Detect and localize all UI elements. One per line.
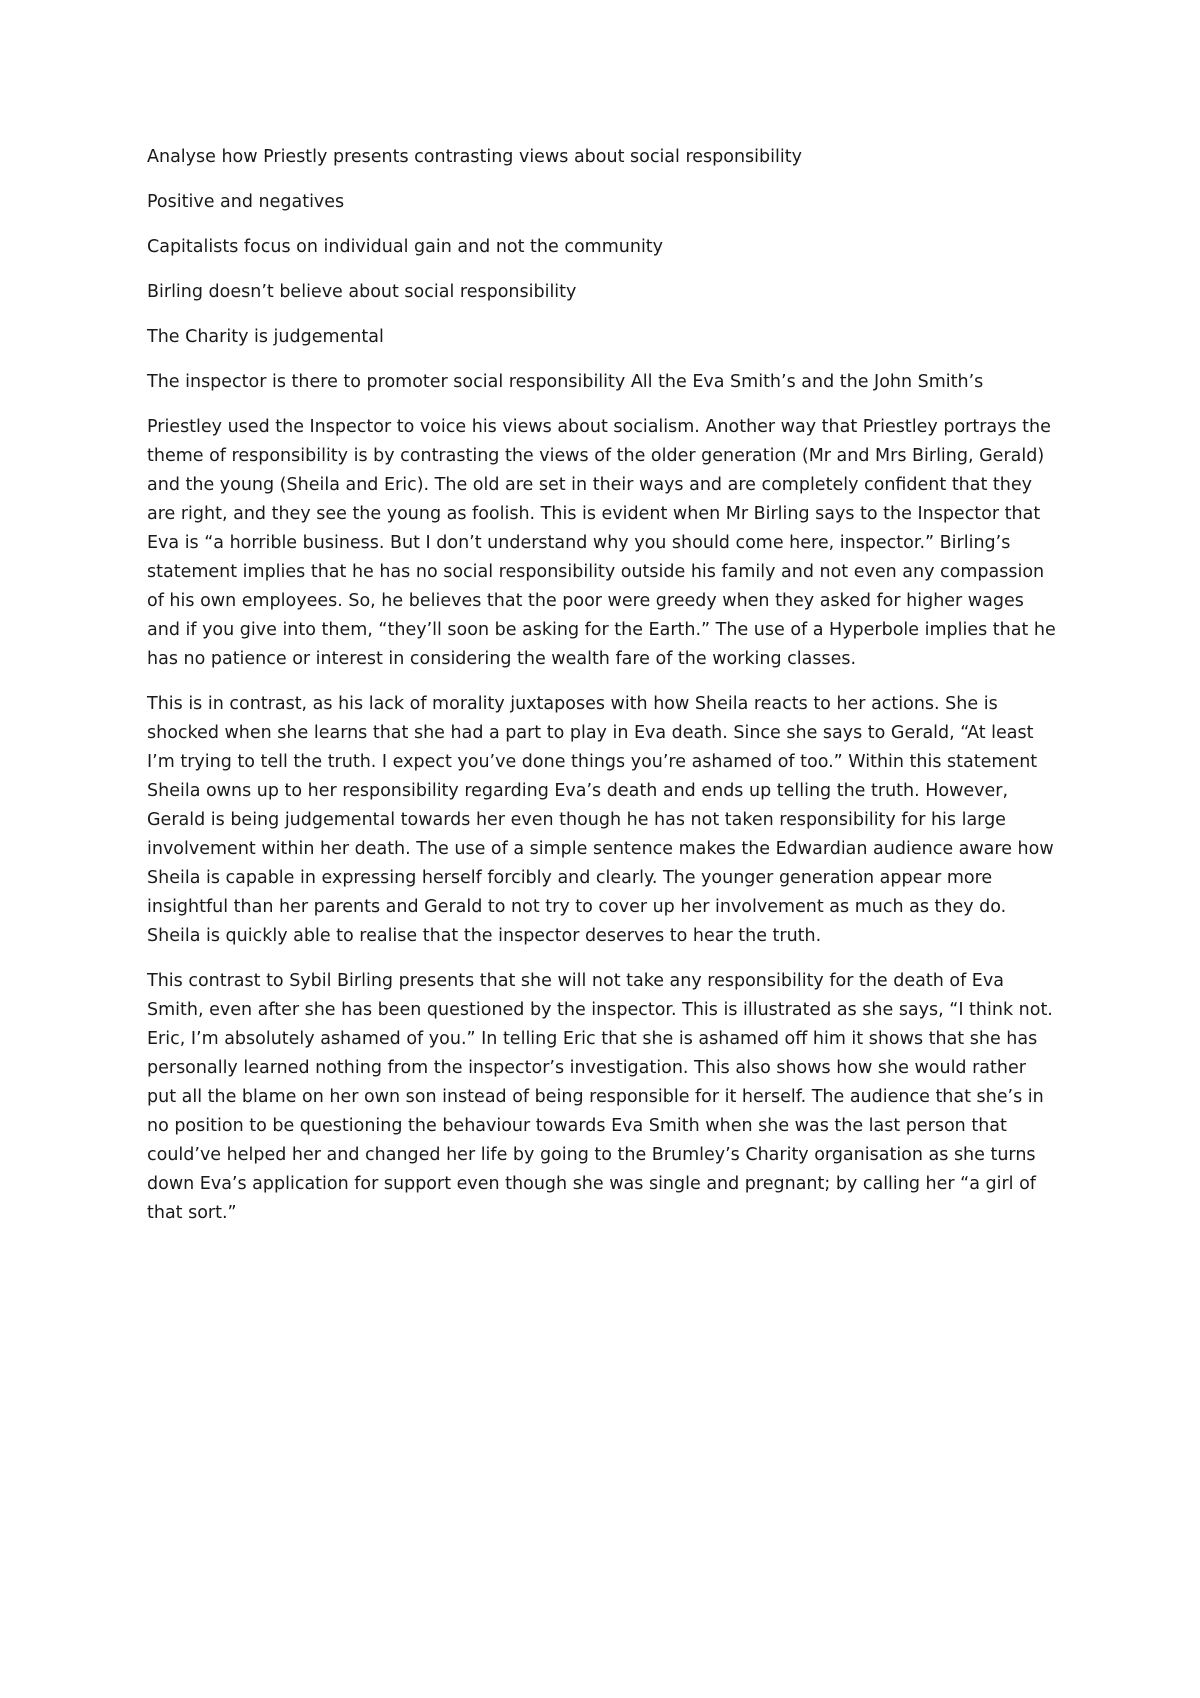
document-body — [147, 143, 1059, 1244]
note-capitalists: Capitalists focus on individual gain and not the community — [147, 237, 664, 257]
note-inspector: The inspector is there to promoter social responsibility All the Eva Smith’s and the John Smith’s — [147, 372, 984, 392]
body-paragraph-2: This is in contrast, as his lack of morality juxtaposes with how Sheila reacts to her actions. She is shocked when she learns that she had a part to play in Eva death. Since she says to Gerald, “At least I’m trying to tell the truth. I expect you’ve done things you’re ashamed of too.” Within this statement Sheila owns up to her responsibility regarding Eva’s death and ends up telling the truth. However, Gerald is being judgemental towards her even though he has not taken responsibility for his large involvement within her death. The use of a simple sentence makes the Edwardian audience aware how Sheila is capable in expressing herself forcibly and clearly. The younger generation appear more insightful than her parents and Gerald to not try to cover up her involvement as much as they do. Sheila is quickly able to realise that the inspector deserves to hear the truth. — [147, 694, 1054, 946]
note-positives-negatives: Positive and negatives — [147, 192, 345, 212]
body-paragraph-3: This contrast to Sybil Birling presents that she will not take any responsibility for the death of Eva Smith, even after she has been questioned by the inspector. This is illustrated as she says, “I think not. Eric, I’m absolutely ashamed of you.” In telling Eric that she is ashamed off him it shows that she has personally learned nothing from the inspector’s investigation. This also shows how she would rather put all the blame on her own son instead of being responsible for it herself. The audience that she’s in no position to be questioning the behaviour towards Eva Smith when she was the last person that could’ve helped her and changed her life by going to the Brumley’s Charity organisation as she turns down Eva’s application for support even though she was single and pregnant; by calling her “a girl of that sort.” — [147, 971, 1053, 1223]
note-birling: Birling doesn’t believe about social responsibility — [147, 282, 577, 302]
essay-title: Analyse how Priestly presents contrasting views about social responsibility — [147, 147, 802, 167]
note-charity: The Charity is judgemental — [147, 327, 384, 347]
body-paragraph-1: Priestley used the Inspector to voice his views about socialism. Another way that Priestley portrays the theme of responsibility is by contrasting the views of the older generation (Mr and Mrs Birling, Gerald) and the young (Sheila and Eric). The old are set in their ways and are completely confident that they are right, and they see the young as foolish. This is evident when Mr Birling says to the Inspector that Eva is “a horrible business. But I don’t understand why you should come here, inspector.” Birling’s statement implies that he has no social responsibility outside his family and not even any compassion of his own employees. So, he believes that the poor were greedy when they asked for higher wages and if you give into them, “they’ll soon be asking for the Earth.” The use of a Hyperbole implies that he has no patience or interest in considering the wealth fare of the working classes. — [147, 417, 1056, 669]
